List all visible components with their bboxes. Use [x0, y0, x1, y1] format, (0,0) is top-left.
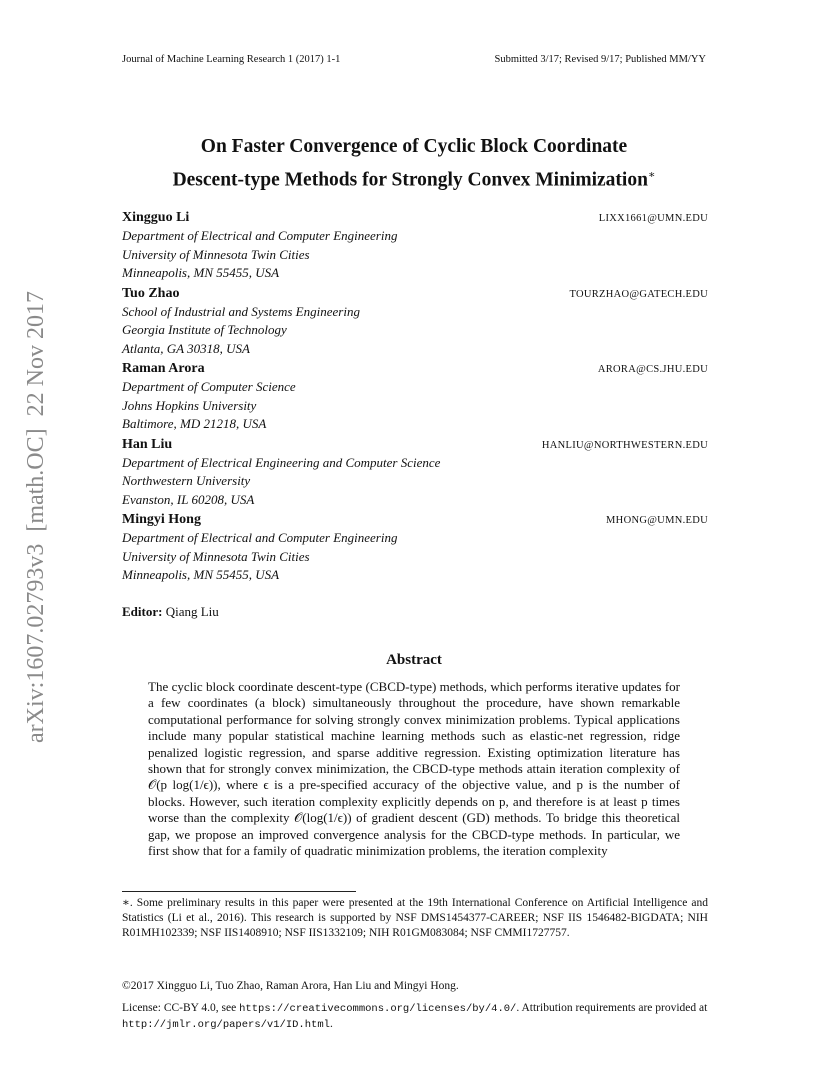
- author-block: [122, 436, 708, 510]
- author-institution: University of Minnesota Twin Cities: [122, 548, 310, 564]
- editor-label: Editor:: [122, 604, 163, 619]
- author-department: Department of Electrical Engineering and Computer Science: [122, 454, 441, 470]
- author-name: Han Liu: [122, 436, 173, 452]
- author-email: TOURZHAO@GATECH.EDU: [569, 288, 708, 300]
- license-suffix: .: [329, 1018, 333, 1030]
- license-url-link[interactable]: https://creativecommons.org/licenses/by/4.0/: [239, 1003, 517, 1015]
- author-list: [122, 209, 708, 587]
- title-line-2: [60, 161, 768, 195]
- author-email: ARORA@CS.JHU.EDU: [597, 364, 708, 375]
- author-email: LIXX1661@UMN.EDU: [598, 213, 708, 224]
- author-institution: Northwestern University: [122, 473, 251, 488]
- author-address: Atlanta, GA 30318, USA: [122, 340, 250, 356]
- author-block: [122, 209, 708, 283]
- footnote-rule: [122, 891, 356, 892]
- paper-url-link[interactable]: http://jmlr.org/papers/v1/ID.html: [122, 1019, 330, 1031]
- author-address: Evanston, IL 60208, USA: [122, 491, 255, 507]
- license-middle: . Attribution requirements are provided at: [516, 1002, 708, 1014]
- author-department: Department of Electrical and Computer Engineering: [122, 530, 398, 545]
- author-name: Tuo Zhao: [122, 285, 180, 301]
- title-line-2-text: Descent-type Methods for Strongly Convex Minimization: [172, 169, 648, 191]
- license-prefix: License: CC-BY 4.0, see: [122, 1002, 240, 1014]
- author-name: Xingguo Li: [122, 210, 190, 225]
- author-email: HANLIU@NORTHWESTERN.EDU: [541, 439, 708, 451]
- title-footnote-mark: ∗: [647, 169, 656, 181]
- title-line-1: On Faster Convergence of Cyclic Block Coordinate: [200, 136, 628, 157]
- copyright-notice: ©2017 Xingguo Li, Tuo Zhao, Raman Arora, Han Liu and Mingyi Hong.: [122, 980, 459, 992]
- author-block: [122, 285, 708, 359]
- author-institution: Johns Hopkins University: [122, 397, 257, 413]
- author-department: Department of Electrical and Computer Engineering: [122, 228, 398, 243]
- footnote-mark: ∗.: [122, 897, 133, 909]
- paper-title: [60, 133, 768, 195]
- author-block: [122, 360, 708, 434]
- submission-dates: Submitted 3/17; Revised 9/17; Published MM/YY: [494, 54, 706, 65]
- author-address: Minneapolis, MN 55455, USA: [122, 265, 280, 280]
- abstract-text: The cyclic block coordinate descent-type (CBCD-type) methods, which performs iterative updates for a few coordinates (a block) simultaneously throughout the procedure, have shown remarkable computational performance for solving strongly convex minimization problems. Typical applications include many popular statistical machine learning methods such as elastic-net regression, ridge penalized logistic regression, and sparse additive regression. Existing optimization literature has shown that for strongly convex minimization, the CBCD-type methods attain iteration complexity of 𝒪(p log(1/ϵ)), where ϵ is a pre-specified accuracy of the objective value, and p is the number of blocks. However, such iteration complexity explicitly depends on p, and therefore is at least p times worse than the complexity 𝒪(log(1/ϵ)) of gradient descent (GD) methods. To bridge this theoretical gap, we propose an improved convergence analysis for the CBCD-type methods. In particular, we first show that for a family of quadratic minimization problems, the iteration complexity: [148, 679, 680, 859]
- running-header: [122, 54, 706, 65]
- author-name: Mingyi Hong: [122, 512, 201, 527]
- author-institution: Georgia Institute of Technology: [122, 322, 287, 337]
- arxiv-stamp: arXiv:1607.02793v3 [math.OC] 22 Nov 2017: [23, 291, 49, 743]
- author-department: Department of Computer Science: [122, 379, 296, 394]
- author-institution: University of Minnesota Twin Cities: [122, 246, 310, 262]
- editor-name: Qiang Liu: [165, 604, 219, 619]
- author-name: Raman Arora: [122, 361, 205, 376]
- footnote: [122, 896, 708, 942]
- author-address: Minneapolis, MN 55455, USA: [122, 567, 280, 582]
- footnote-text: Some preliminary results in this paper were presented at the 19th International Conference on Artificial Intelligence and Statistics (Li et al., 2016). This research is supported by NSF DMS1454377-CAREER; NSF IIS 1546482-BIGDATA; NIH R01MH102339; NSF IIS1408910; NSF IIS1332109; NIH R01GM083084; NSF CMMI1727757.: [122, 897, 709, 940]
- editor-line: [122, 604, 219, 620]
- license-notice: [122, 1001, 708, 1033]
- author-address: Baltimore, MD 21218, USA: [122, 416, 267, 431]
- author-department: School of Industrial and Systems Engineering: [122, 303, 360, 319]
- author-block: [122, 511, 708, 585]
- journal-name: Journal of Machine Learning Research 1 (2017) 1-1: [122, 54, 341, 65]
- abstract-heading: Abstract: [386, 652, 442, 668]
- author-email: MHONG@UMN.EDU: [606, 515, 708, 526]
